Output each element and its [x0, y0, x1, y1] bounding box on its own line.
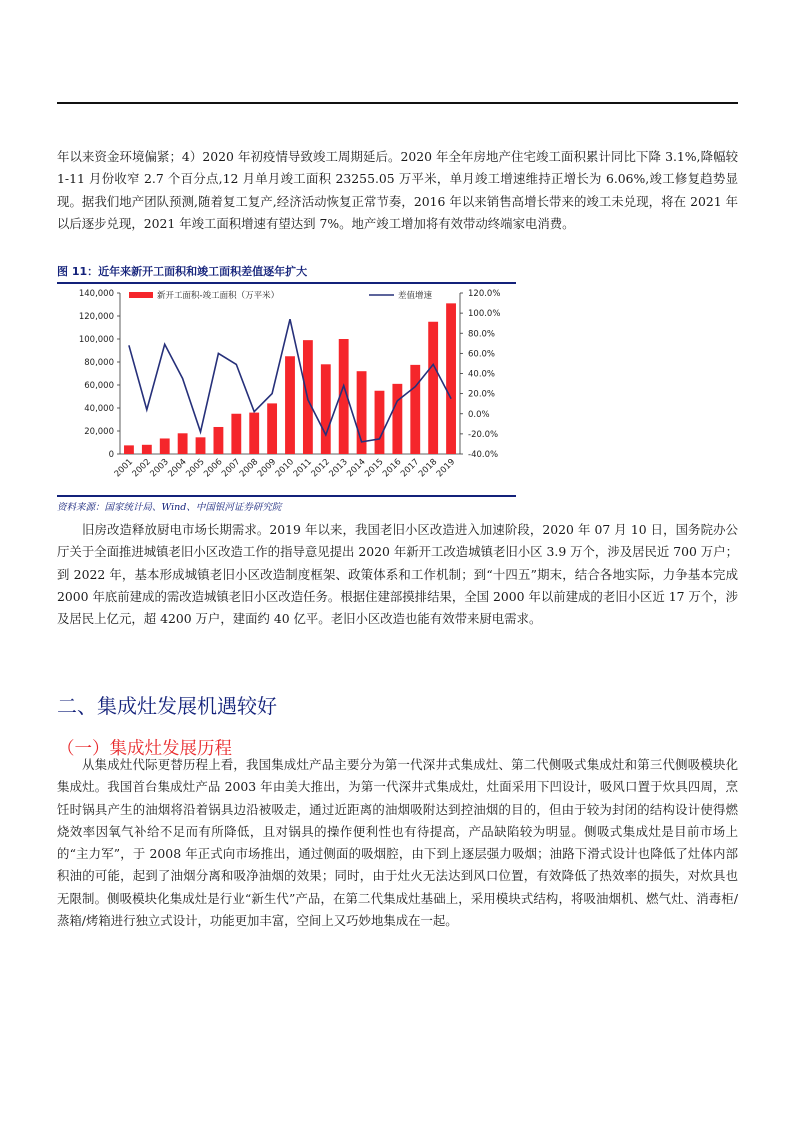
- right-tick-label: 20.0%: [468, 389, 496, 400]
- left-tick-label: 60,000: [84, 381, 114, 391]
- x-tick-label: 2006: [202, 457, 225, 480]
- x-tick-label: 2013: [327, 457, 350, 480]
- bar: [178, 433, 188, 454]
- figure-rule-bottom: [57, 495, 516, 497]
- paragraph-history: 从集成灶代际更替历程上看，我国集成灶产品主要分为第一代深井式集成灶、第二代侧吸式集成灶和第三代侧吸模块化集成灶。我国首台集成灶产品 2003 年由美大推出，为第一代深井式集成灶，灶面采用下凹设计，吸风口置于炊具四周，烹饪时锅具产生的油烟将沿着锅具边沿被吸走，通过近距离的油烟吸附达到控油烟的目的，但由于较为封闭的结构设计使得燃烧效率因氧气补给不足而有所降低，且对锅具的操作便利性也有待提高，产品缺陷较为明显。侧吸式集成灶是目前市场上的“主力军”，于 2008 年正式向市场推出，通过侧面的吸烟腔，由下到上逐层强力吸烟；油路下滑式设计也降低了灶体内部积油的可能，起到了油烟分离和吸净油烟的效果；同时，由于灶火无法达到风口位置，有效降低了热效率的损失，对炊具也无限制。侧吸模块化集成灶是行业“新生代”产品，在第二代集成灶基础上，采用模块式结构，将吸油烟机、燃气灶、消毒柜/蒸箱/烤箱进行独立式设计，功能更加丰富，空间上又巧妙地集成在一起。: [57, 757, 738, 929]
- bar: [124, 445, 134, 454]
- right-tick-label: -20.0%: [468, 429, 499, 440]
- bar: [231, 414, 241, 454]
- bar: [410, 365, 420, 454]
- x-tick-label: 2018: [416, 457, 440, 480]
- x-tick-label: 2001: [112, 457, 136, 480]
- paragraph-completion: 年以来资金环境偏紧；4）2020 年初疫情导致竣工周期延后。2020 年全年房地产住宅竣工面积累计同比下降 3.1%,降幅较 1-11 月份收窄 2.7 个百分点,12 月单月竣工面积 23255.05 万平米，单月竣工增速维持正增长为 6.06%,竣工修复趋势显现。据我们地产团队预测,随着复工复产,经济活动恢复正常节奏，2016 年以来销售高增长带来的竣工未兑现，将在 2021 年以后逐步兑现，2021 年竣工面积增速有望达到 7%。地产竣工增加将有效带动终端家电消费。: [57, 149, 738, 231]
- figure-title: 图 11：近年来新开工面积和竣工面积差值逐年扩大: [57, 265, 308, 278]
- right-tick-label: 100.0%: [468, 309, 501, 320]
- left-tick-label: 100,000: [78, 335, 114, 345]
- legend-bar-label: 新开工面积-竣工面积（万平米）: [157, 291, 280, 301]
- x-tick-label: 2003: [148, 457, 171, 480]
- bar: [285, 356, 295, 454]
- bar: [428, 322, 438, 454]
- x-tick-label: 2019: [434, 457, 458, 480]
- left-tick-label: 140,000: [78, 289, 114, 299]
- bar: [321, 364, 331, 454]
- right-tick-label: 60.0%: [468, 349, 496, 360]
- x-tick-label: 2012: [309, 457, 332, 480]
- bar: [375, 391, 385, 454]
- x-tick-label: 2016: [381, 457, 404, 480]
- right-tick-label: 80.0%: [468, 329, 496, 340]
- right-tick-label: 40.0%: [468, 369, 496, 380]
- legend-line-label: 差值增速: [398, 291, 433, 301]
- x-tick-label: 2005: [184, 457, 207, 480]
- chart-area: [57, 283, 516, 495]
- bar: [249, 413, 259, 454]
- left-tick-label: 20,000: [84, 427, 114, 437]
- bar: [160, 438, 170, 454]
- figure-source: 资料来源：国家统计局、Wind、中国银河证券研究院: [57, 502, 282, 513]
- left-tick-label: 40,000: [84, 404, 114, 414]
- right-tick-label: 0.0%: [468, 409, 490, 420]
- paragraph-renovation: 旧房改造释放厨电市场长期需求。2019 年以来，我国老旧小区改造进入加速阶段，2020 年 07 月 10 日，国务院办公厅关于全面推进城镇老旧小区改造工作的指导意见提出 2020 年新开工改造城镇老旧小区 3.9 万个，涉及居民近 700 万户；到 2022 年，基本形成城镇老旧小区改造制度框架、政策体系和工作机制；到“十四五”期末，结合各地实际，力争基本完成 2000 年底前建成的需改造城镇老旧小区改造任务。根据住建部摸排结果，全国 2000 年以前建成的老旧小区近 17 万个，涉及居民上亿元，超 4200 万户，建面约 40 亿平。老旧小区改造也能有效带来厨电需求。: [57, 522, 738, 627]
- left-tick-label: 0: [108, 450, 114, 460]
- legend-bar-swatch: [129, 292, 153, 298]
- x-tick-label: 2004: [166, 457, 189, 480]
- left-tick-label: 120,000: [78, 312, 114, 322]
- x-tick-label: 2009: [255, 457, 279, 480]
- left-tick-label: 80,000: [84, 358, 114, 368]
- bar: [392, 384, 402, 454]
- right-tick-label: -40.0%: [468, 450, 499, 460]
- x-tick-label: 2014: [345, 457, 368, 480]
- header-rule: [57, 102, 738, 104]
- x-tick-label: 2008: [237, 457, 261, 480]
- bar: [214, 427, 224, 454]
- bar: [267, 403, 277, 454]
- right-tick-label: 120.0%: [468, 289, 501, 299]
- x-tick-label: 2011: [291, 457, 315, 480]
- x-tick-label: 2015: [363, 457, 386, 480]
- x-tick-label: 2007: [220, 457, 243, 480]
- bar: [446, 303, 456, 454]
- subsection-heading: （一）集成灶发展历程: [57, 739, 232, 759]
- x-tick-label: 2010: [273, 457, 297, 480]
- x-tick-label: 2017: [399, 457, 422, 480]
- section-heading: 二、集成灶发展机遇较好: [57, 694, 277, 718]
- x-tick-label: 2002: [130, 457, 153, 480]
- bar: [196, 437, 206, 454]
- bar: [142, 445, 152, 454]
